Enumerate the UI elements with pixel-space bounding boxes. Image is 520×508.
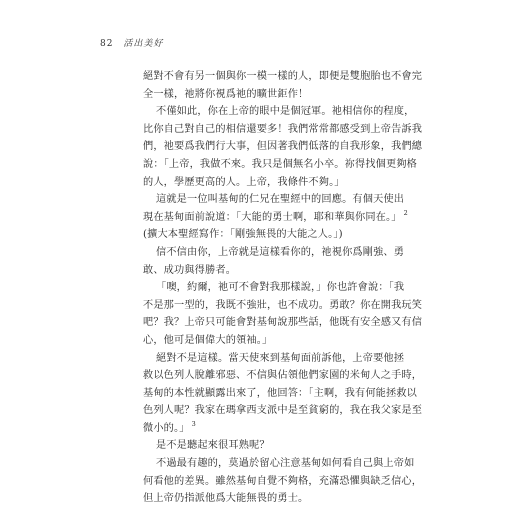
text-line: 何看他的差異。雖然基甸自覺不夠格，充滿恐懼與缺乏信心， [143, 475, 423, 487]
text-line: 心，他可是個偉大的領袖。」 [143, 334, 273, 346]
text-line: 全一樣，祂將你視爲祂的曠世鉅作！ [143, 88, 309, 100]
footnote-marker: 2 [403, 209, 408, 218]
text-line: 的人，學歷更高的人。上帝，我條件不夠。」 [143, 176, 345, 188]
page-number: 82 [100, 39, 114, 49]
paragraph-start-line: 絕對不是這樣。當天使來到基甸面前訴他，上帝要他拯 [156, 352, 405, 364]
text-line: 們，祂要爲我們行大事，但因著我們低落的自我形象，我們總 [143, 141, 423, 153]
paragraph-start-line: 信不信由你，上帝就是這樣看你的，祂視你爲剛強、勇 [156, 246, 405, 258]
paragraph-start-line: 這就是一位叫基甸的仁兄在聖經中的回應。有個天使出 [156, 194, 405, 206]
text-line: 敢、成功與得勝者。 [143, 264, 237, 276]
text-line: (擴大本聖經寫作：「剛強無畏的大能之人。」) [143, 229, 343, 241]
paragraph-start-line: 不過最有趣的，莫過於留心注意基甸如何看自己與上帝如 [156, 458, 415, 470]
text-line: 現在基甸面前說道：「大能的勇士啊，耶和華與你同在。」 $^2$ [143, 209, 408, 223]
paragraph-start-line: 「噢，約爾，祂可不會對我那樣說，」你也許會說：「我 [156, 282, 405, 294]
text-line: 不是那一型的，我既不強壯，也不成功。勇敢？你在開我玩笑 [143, 299, 423, 311]
page-header [100, 36, 163, 49]
paragraph-start-line: 是不是聽起來很耳熟呢？ [156, 440, 270, 452]
text-line: 色列人呢？我家在瑪拿西支派中是至貧窮的，我在我父家是至 [143, 405, 423, 417]
text-line: 比你自己對自己的相信還要多！我們常常都感受到上帝告訴我 [143, 123, 423, 135]
footnote-marker: 3 [191, 420, 196, 429]
text-line: 基甸的本性就顯露出來了，他回答：「主啊，我有何能拯救以 [143, 387, 418, 399]
text-line: 絕對不會有另一個與你一模一樣的人，即便是雙胞胎也不會完 [143, 71, 423, 82]
text-line: 說：「上帝，我做不來。我只是個無名小卒。祢得找個更夠格 [143, 158, 418, 170]
text-line: 救以色列人脫離邪惡、不信與佔領他們家園的米甸人之手時， [143, 370, 423, 382]
body-text [143, 68, 423, 508]
text-line: 微小的。」 $^3$ [143, 420, 196, 434]
text-line: 吧？我？上帝只可能會對基甸說那些話，他既有安全感又有信 [143, 317, 423, 329]
running-title: 活出美好 [123, 39, 164, 49]
text-line: 但上帝仍指派他爲大能無畏的勇士。 [143, 493, 309, 505]
paragraph-start-line: 不僅如此，你在上帝的眼中是個冠軍。祂相信你的程度， [156, 106, 415, 118]
